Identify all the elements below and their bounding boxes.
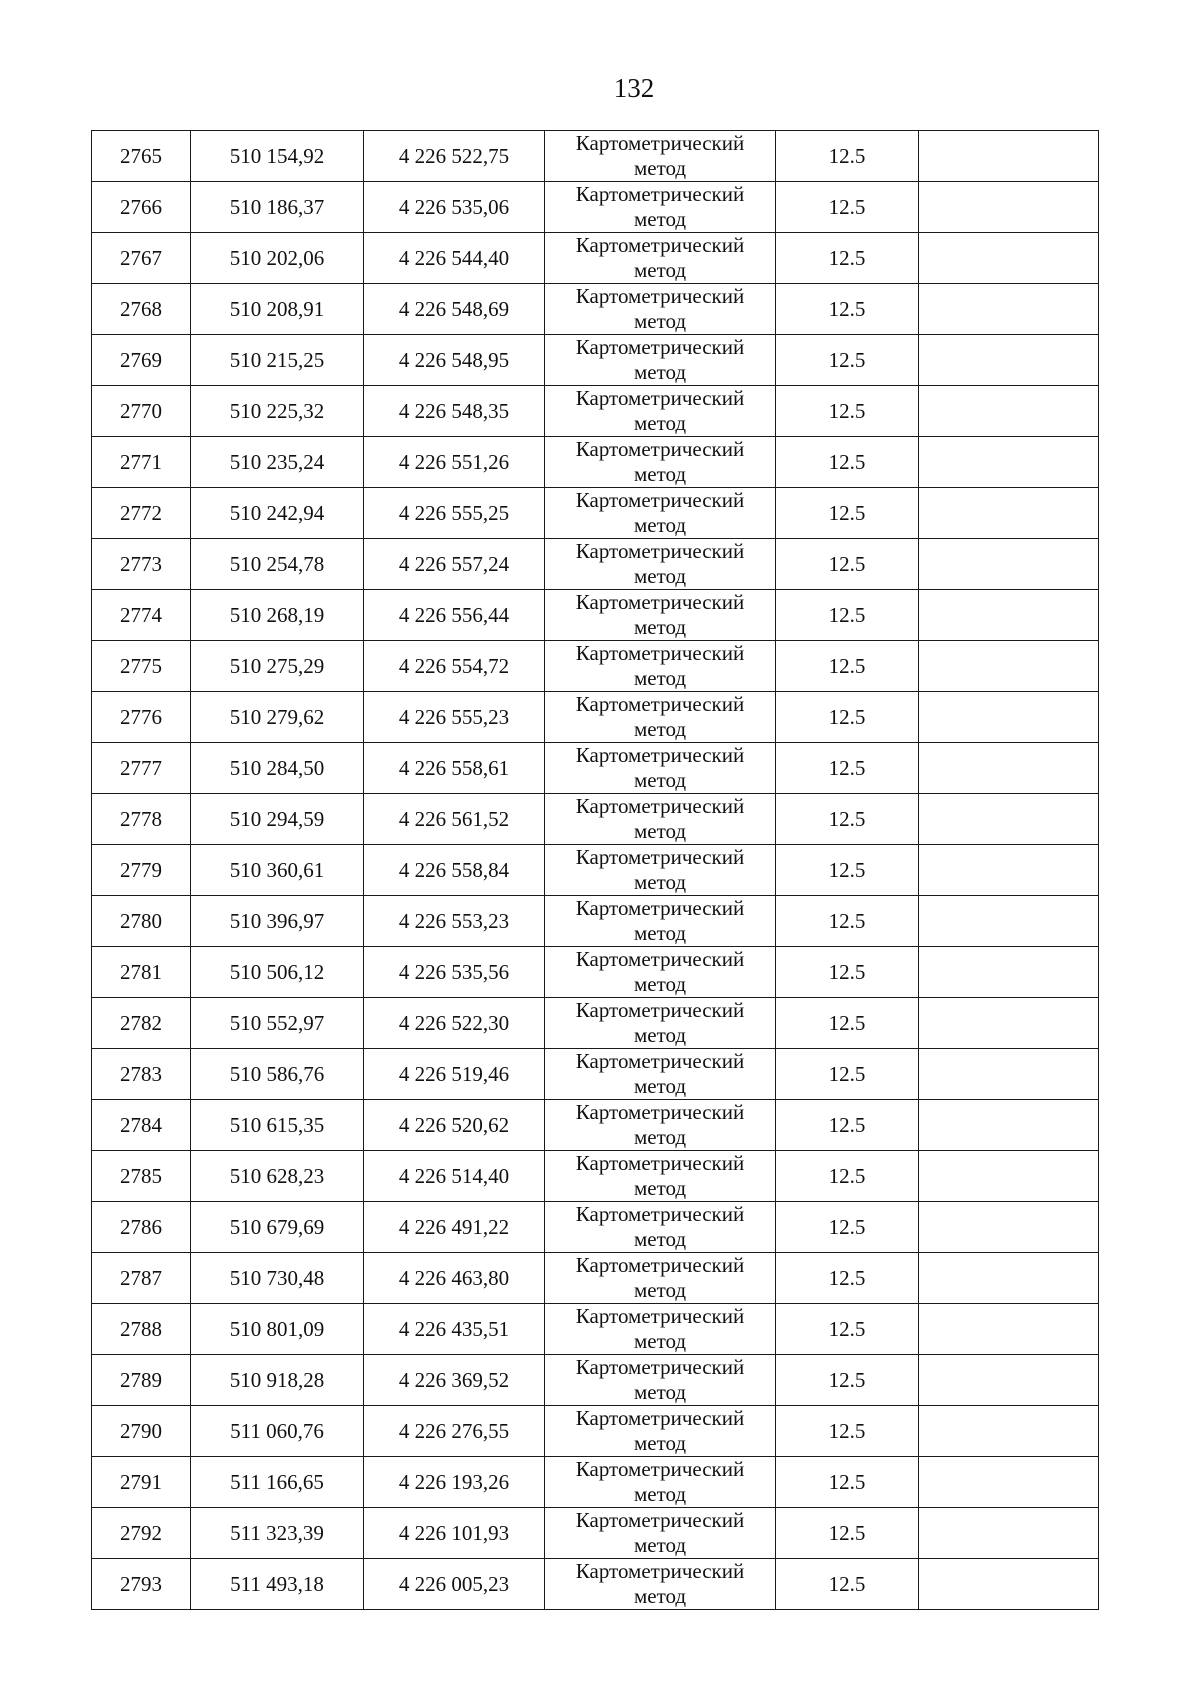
method-line-1: Картометрический <box>575 182 745 206</box>
y-coordinate-cell: 4 226 555,23 <box>364 692 545 743</box>
point-number-cell: 2771 <box>92 437 191 488</box>
description-cell <box>919 947 1099 998</box>
description-cell <box>919 284 1099 335</box>
x-coordinate-cell: 510 801,09 <box>191 1304 364 1355</box>
description-cell <box>919 131 1099 182</box>
accuracy-cell: 12.5 <box>776 488 919 539</box>
description-cell <box>919 1100 1099 1151</box>
x-coordinate-cell: 510 918,28 <box>191 1355 364 1406</box>
accuracy-cell: 12.5 <box>776 437 919 488</box>
point-number-cell: 2786 <box>92 1202 191 1253</box>
x-coordinate-cell: 510 279,62 <box>191 692 364 743</box>
method-cell <box>545 1457 776 1508</box>
description-cell <box>919 641 1099 692</box>
method-line-1: Картометрический <box>575 233 745 257</box>
accuracy-cell: 12.5 <box>776 131 919 182</box>
point-number-cell: 2789 <box>92 1355 191 1406</box>
method-cell <box>545 590 776 641</box>
point-number-cell: 2784 <box>92 1100 191 1151</box>
method-line-1: Картометрический <box>575 386 745 410</box>
point-number-cell: 2781 <box>92 947 191 998</box>
accuracy-cell: 12.5 <box>776 1406 919 1457</box>
x-coordinate-cell: 510 396,97 <box>191 896 364 947</box>
description-cell <box>919 539 1099 590</box>
table-row <box>92 845 1099 896</box>
y-coordinate-cell: 4 226 435,51 <box>364 1304 545 1355</box>
table-row <box>92 335 1099 386</box>
method-line-2: метод <box>633 207 687 231</box>
y-coordinate-cell: 4 226 276,55 <box>364 1406 545 1457</box>
accuracy-cell: 12.5 <box>776 1355 919 1406</box>
table-row <box>92 1457 1099 1508</box>
method-line-2: метод <box>633 258 687 282</box>
description-cell <box>919 233 1099 284</box>
point-number-cell: 2783 <box>92 1049 191 1100</box>
method-cell <box>545 233 776 284</box>
description-cell <box>919 590 1099 641</box>
description-cell <box>919 845 1099 896</box>
method-line-1: Картометрический <box>575 539 745 563</box>
method-line-1: Картометрический <box>575 1559 745 1583</box>
x-coordinate-cell: 510 294,59 <box>191 794 364 845</box>
table-row <box>92 590 1099 641</box>
method-cell <box>545 1304 776 1355</box>
x-coordinate-cell: 511 060,76 <box>191 1406 364 1457</box>
description-cell <box>919 182 1099 233</box>
table-row <box>92 896 1099 947</box>
accuracy-cell: 12.5 <box>776 947 919 998</box>
description-cell <box>919 692 1099 743</box>
accuracy-cell: 12.5 <box>776 284 919 335</box>
y-coordinate-cell: 4 226 522,30 <box>364 998 545 1049</box>
description-cell <box>919 1304 1099 1355</box>
x-coordinate-cell: 510 679,69 <box>191 1202 364 1253</box>
point-number-cell: 2772 <box>92 488 191 539</box>
y-coordinate-cell: 4 226 548,69 <box>364 284 545 335</box>
method-line-1: Картометрический <box>575 1304 745 1328</box>
point-number-cell: 2770 <box>92 386 191 437</box>
method-line-1: Картометрический <box>575 692 745 716</box>
accuracy-cell: 12.5 <box>776 743 919 794</box>
table-row <box>92 131 1099 182</box>
description-cell <box>919 1253 1099 1304</box>
method-line-2: метод <box>633 1584 687 1608</box>
method-line-1: Картометрический <box>575 998 745 1022</box>
method-cell <box>545 1202 776 1253</box>
x-coordinate-cell: 511 493,18 <box>191 1559 364 1610</box>
method-line-2: метод <box>633 1482 687 1506</box>
method-line-2: метод <box>633 309 687 333</box>
y-coordinate-cell: 4 226 544,40 <box>364 233 545 284</box>
method-line-2: метод <box>633 1329 687 1353</box>
table-row <box>92 1355 1099 1406</box>
point-number-cell: 2775 <box>92 641 191 692</box>
table-row <box>92 233 1099 284</box>
point-number-cell: 2780 <box>92 896 191 947</box>
page-number: 132 <box>613 73 655 103</box>
y-coordinate-cell: 4 226 555,25 <box>364 488 545 539</box>
y-coordinate-cell: 4 226 514,40 <box>364 1151 545 1202</box>
method-cell <box>545 692 776 743</box>
method-line-2: метод <box>633 870 687 894</box>
method-line-2: метод <box>633 1074 687 1098</box>
y-coordinate-cell: 4 226 548,35 <box>364 386 545 437</box>
method-line-1: Картометрический <box>575 437 745 461</box>
method-line-2: метод <box>633 819 687 843</box>
method-cell <box>545 1151 776 1202</box>
y-coordinate-cell: 4 226 558,84 <box>364 845 545 896</box>
x-coordinate-cell: 510 506,12 <box>191 947 364 998</box>
point-number-cell: 2777 <box>92 743 191 794</box>
table-row <box>92 1049 1099 1100</box>
method-cell <box>545 488 776 539</box>
point-number-cell: 2791 <box>92 1457 191 1508</box>
point-number-cell: 2785 <box>92 1151 191 1202</box>
method-line-1: Картометрический <box>575 1253 745 1277</box>
y-coordinate-cell: 4 226 553,23 <box>364 896 545 947</box>
description-cell <box>919 1508 1099 1559</box>
method-line-1: Картометрический <box>575 1406 745 1430</box>
method-line-1: Картометрический <box>575 590 745 614</box>
y-coordinate-cell: 4 226 558,61 <box>364 743 545 794</box>
point-number-cell: 2776 <box>92 692 191 743</box>
method-cell <box>545 1559 776 1610</box>
accuracy-cell: 12.5 <box>776 1457 919 1508</box>
y-coordinate-cell: 4 226 491,22 <box>364 1202 545 1253</box>
method-cell <box>545 1049 776 1100</box>
table-row <box>92 1100 1099 1151</box>
x-coordinate-cell: 510 215,25 <box>191 335 364 386</box>
table-row <box>92 284 1099 335</box>
method-cell <box>545 794 776 845</box>
point-number-cell: 2769 <box>92 335 191 386</box>
method-cell <box>545 896 776 947</box>
method-cell <box>545 386 776 437</box>
method-line-1: Картометрический <box>575 743 745 767</box>
y-coordinate-cell: 4 226 193,26 <box>364 1457 545 1508</box>
description-cell <box>919 1457 1099 1508</box>
accuracy-cell: 12.5 <box>776 182 919 233</box>
x-coordinate-cell: 510 615,35 <box>191 1100 364 1151</box>
table-row <box>92 1202 1099 1253</box>
description-cell <box>919 437 1099 488</box>
method-line-1: Картометрический <box>575 1049 745 1073</box>
x-coordinate-cell: 510 628,23 <box>191 1151 364 1202</box>
table-row <box>92 1304 1099 1355</box>
x-coordinate-cell: 510 235,24 <box>191 437 364 488</box>
description-cell <box>919 386 1099 437</box>
accuracy-cell: 12.5 <box>776 1100 919 1151</box>
accuracy-cell: 12.5 <box>776 896 919 947</box>
y-coordinate-cell: 4 226 561,52 <box>364 794 545 845</box>
method-cell <box>545 845 776 896</box>
method-line-2: метод <box>633 1023 687 1047</box>
method-line-1: Картометрический <box>575 1202 745 1226</box>
method-line-1: Картометрический <box>575 1355 745 1379</box>
x-coordinate-cell: 510 730,48 <box>191 1253 364 1304</box>
table-row <box>92 182 1099 233</box>
table-row <box>92 947 1099 998</box>
method-cell <box>545 182 776 233</box>
x-coordinate-cell: 510 242,94 <box>191 488 364 539</box>
x-coordinate-cell: 510 360,61 <box>191 845 364 896</box>
accuracy-cell: 12.5 <box>776 845 919 896</box>
method-cell <box>545 437 776 488</box>
y-coordinate-cell: 4 226 554,72 <box>364 641 545 692</box>
y-coordinate-cell: 4 226 548,95 <box>364 335 545 386</box>
point-number-cell: 2788 <box>92 1304 191 1355</box>
accuracy-cell: 12.5 <box>776 692 919 743</box>
y-coordinate-cell: 4 226 005,23 <box>364 1559 545 1610</box>
method-cell <box>545 1100 776 1151</box>
x-coordinate-cell: 510 586,76 <box>191 1049 364 1100</box>
point-number-cell: 2773 <box>92 539 191 590</box>
description-cell <box>919 1559 1099 1610</box>
accuracy-cell: 12.5 <box>776 1151 919 1202</box>
method-line-1: Картометрический <box>575 794 745 818</box>
point-number-cell: 2792 <box>92 1508 191 1559</box>
accuracy-cell: 12.5 <box>776 386 919 437</box>
method-line-2: метод <box>633 666 687 690</box>
accuracy-cell: 12.5 <box>776 1202 919 1253</box>
x-coordinate-cell: 510 202,06 <box>191 233 364 284</box>
method-line-2: метод <box>633 156 687 180</box>
table-row <box>92 1253 1099 1304</box>
method-cell <box>545 1508 776 1559</box>
method-line-1: Картометрический <box>575 947 745 971</box>
x-coordinate-cell: 510 552,97 <box>191 998 364 1049</box>
description-cell <box>919 794 1099 845</box>
accuracy-cell: 12.5 <box>776 1508 919 1559</box>
method-line-2: метод <box>633 462 687 486</box>
description-cell <box>919 1049 1099 1100</box>
accuracy-cell: 12.5 <box>776 1304 919 1355</box>
table-row <box>92 1151 1099 1202</box>
method-line-1: Картометрический <box>575 1457 745 1481</box>
accuracy-cell: 12.5 <box>776 1253 919 1304</box>
method-cell <box>545 539 776 590</box>
accuracy-cell: 12.5 <box>776 1559 919 1610</box>
x-coordinate-cell: 510 208,91 <box>191 284 364 335</box>
table-row <box>92 1508 1099 1559</box>
x-coordinate-cell: 511 166,65 <box>191 1457 364 1508</box>
point-number-cell: 2793 <box>92 1559 191 1610</box>
method-line-1: Картометрический <box>575 845 745 869</box>
x-coordinate-cell: 510 275,29 <box>191 641 364 692</box>
accuracy-cell: 12.5 <box>776 590 919 641</box>
method-cell <box>545 284 776 335</box>
method-line-1: Картометрический <box>575 1151 745 1175</box>
description-cell <box>919 1151 1099 1202</box>
point-number-cell: 2765 <box>92 131 191 182</box>
method-cell <box>545 998 776 1049</box>
method-line-2: метод <box>633 564 687 588</box>
x-coordinate-cell: 510 186,37 <box>191 182 364 233</box>
method-line-2: метод <box>633 768 687 792</box>
method-line-1: Картометрический <box>575 488 745 512</box>
table-row <box>92 437 1099 488</box>
method-line-2: метод <box>633 717 687 741</box>
method-line-1: Картометрический <box>575 284 745 308</box>
method-line-2: метод <box>633 1125 687 1149</box>
method-line-1: Картометрический <box>575 641 745 665</box>
method-line-2: метод <box>633 1380 687 1404</box>
method-line-2: метод <box>633 1278 687 1302</box>
point-number-cell: 2782 <box>92 998 191 1049</box>
x-coordinate-cell: 510 225,32 <box>191 386 364 437</box>
accuracy-cell: 12.5 <box>776 998 919 1049</box>
method-cell <box>545 641 776 692</box>
y-coordinate-cell: 4 226 101,93 <box>364 1508 545 1559</box>
x-coordinate-cell: 510 254,78 <box>191 539 364 590</box>
accuracy-cell: 12.5 <box>776 641 919 692</box>
point-number-cell: 2779 <box>92 845 191 896</box>
accuracy-cell: 12.5 <box>776 233 919 284</box>
method-line-2: метод <box>633 1227 687 1251</box>
table-row <box>92 1406 1099 1457</box>
method-line-1: Картометрический <box>575 131 745 155</box>
point-number-cell: 2774 <box>92 590 191 641</box>
y-coordinate-cell: 4 226 557,24 <box>364 539 545 590</box>
coordinates-table-body <box>92 131 1099 1610</box>
method-cell <box>545 335 776 386</box>
method-cell <box>545 131 776 182</box>
x-coordinate-cell: 510 284,50 <box>191 743 364 794</box>
accuracy-cell: 12.5 <box>776 335 919 386</box>
table-row <box>92 743 1099 794</box>
method-line-2: метод <box>633 513 687 537</box>
table-row <box>92 539 1099 590</box>
method-line-1: Картометрический <box>575 1100 745 1124</box>
table-row <box>92 1559 1099 1610</box>
method-cell <box>545 743 776 794</box>
table-row <box>92 794 1099 845</box>
method-line-2: метод <box>633 411 687 435</box>
description-cell <box>919 488 1099 539</box>
method-line-2: метод <box>633 921 687 945</box>
method-line-2: метод <box>633 1176 687 1200</box>
method-line-1: Картометрический <box>575 335 745 359</box>
method-line-1: Картометрический <box>575 1508 745 1532</box>
accuracy-cell: 12.5 <box>776 794 919 845</box>
y-coordinate-cell: 4 226 522,75 <box>364 131 545 182</box>
y-coordinate-cell: 4 226 369,52 <box>364 1355 545 1406</box>
description-cell <box>919 743 1099 794</box>
description-cell <box>919 335 1099 386</box>
method-cell <box>545 1253 776 1304</box>
method-line-2: метод <box>633 1533 687 1557</box>
method-line-2: метод <box>633 615 687 639</box>
description-cell <box>919 1406 1099 1457</box>
y-coordinate-cell: 4 226 519,46 <box>364 1049 545 1100</box>
y-coordinate-cell: 4 226 520,62 <box>364 1100 545 1151</box>
coordinates-table <box>91 130 1099 1610</box>
description-cell <box>919 1355 1099 1406</box>
y-coordinate-cell: 4 226 551,26 <box>364 437 545 488</box>
accuracy-cell: 12.5 <box>776 1049 919 1100</box>
y-coordinate-cell: 4 226 463,80 <box>364 1253 545 1304</box>
y-coordinate-cell: 4 226 556,44 <box>364 590 545 641</box>
point-number-cell: 2790 <box>92 1406 191 1457</box>
description-cell <box>919 896 1099 947</box>
accuracy-cell: 12.5 <box>776 539 919 590</box>
table-row <box>92 386 1099 437</box>
y-coordinate-cell: 4 226 535,56 <box>364 947 545 998</box>
y-coordinate-cell: 4 226 535,06 <box>364 182 545 233</box>
point-number-cell: 2768 <box>92 284 191 335</box>
method-cell <box>545 947 776 998</box>
table-row <box>92 998 1099 1049</box>
x-coordinate-cell: 511 323,39 <box>191 1508 364 1559</box>
table-row <box>92 692 1099 743</box>
table-row <box>92 488 1099 539</box>
method-line-2: метод <box>633 972 687 996</box>
description-cell <box>919 998 1099 1049</box>
method-cell <box>545 1406 776 1457</box>
table-row <box>92 641 1099 692</box>
point-number-cell: 2778 <box>92 794 191 845</box>
method-line-2: метод <box>633 360 687 384</box>
x-coordinate-cell: 510 268,19 <box>191 590 364 641</box>
method-line-1: Картометрический <box>575 896 745 920</box>
description-cell <box>919 1202 1099 1253</box>
method-cell <box>545 1355 776 1406</box>
x-coordinate-cell: 510 154,92 <box>191 131 364 182</box>
point-number-cell: 2787 <box>92 1253 191 1304</box>
point-number-cell: 2767 <box>92 233 191 284</box>
method-line-2: метод <box>633 1431 687 1455</box>
point-number-cell: 2766 <box>92 182 191 233</box>
